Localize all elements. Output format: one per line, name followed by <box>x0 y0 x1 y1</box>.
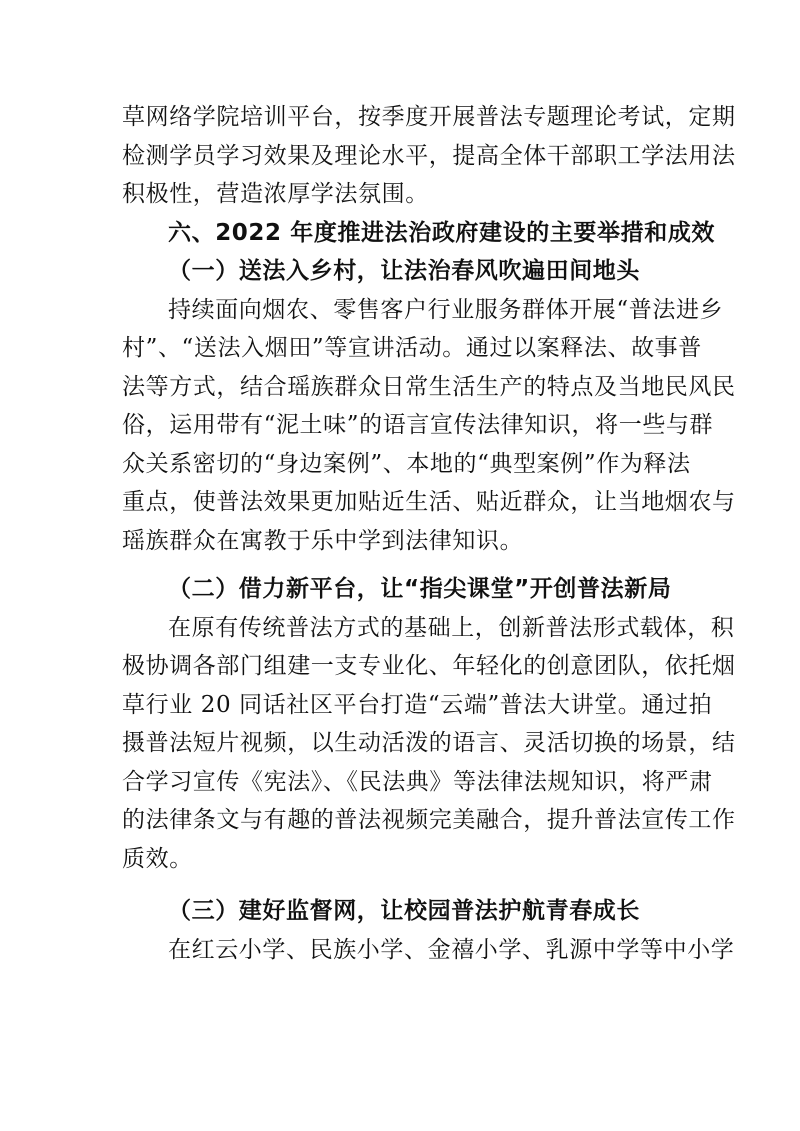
text-line: 质效。 <box>122 845 193 872</box>
text-line: 众关系密切的“身边案例”、本地的“典型案例”作为释法 <box>122 450 691 477</box>
text-line: 法等方式，结合瑶族群众日常生活生产的特点及当地民风民 <box>122 373 736 400</box>
text-line: 的法律条文与有趣的普法视频完美融合，提升普法宣传工作 <box>122 807 736 833</box>
subsection-heading-2: （二）借力新平台，让“指尖课堂”开创普法新局 <box>168 576 672 602</box>
text-line: 重点，使普法效果更加贴近生活、贴近群众，让当地烟农与 <box>122 489 736 515</box>
text-line: 摄普法短片视频，以生动活泼的语言、灵活切换的场景，结 <box>122 730 736 756</box>
subsection-2-paragraph <box>122 609 736 879</box>
subsection-1-paragraph <box>122 291 736 561</box>
section-heading: 六、2022 年度推进法治政府建设的主要举措和成效 <box>168 219 716 246</box>
text-line: 检测学员学习效果及理论水平，提高全体干部职工学法用法 <box>122 142 736 169</box>
text-line: 草网络学院培训平台，按季度开展普法专题理论考试，定期 <box>122 104 736 130</box>
text-line: 瑶族群众在寓教于乐中学到法律知识。 <box>122 527 524 554</box>
text-line: 极协调各部门组建一支专业化、年轻化的创意团队，依托烟 <box>122 653 736 679</box>
subsection-3-paragraph <box>122 931 735 970</box>
text-line: 村”、“送法入烟田”等宣讲活动。通过以案释法、故事普 <box>122 335 702 361</box>
subsection-heading-1: （一）送法入乡村，让法治春风吹遍田间地头 <box>168 258 640 284</box>
text-line: 俗，运用带有“泥土味”的语言宣传法律知识，将一些与群 <box>122 412 714 438</box>
text-line: 在红云小学、民族小学、金禧小学、乳源中学等中小学 <box>168 936 735 963</box>
text-line: 在原有传统普法方式的基础上，创新普法形式载体，积 <box>168 614 735 641</box>
text-line: 草行业 20 同话社区平台打造“云端”普法大讲堂。通过拍 <box>122 691 713 718</box>
document-page <box>122 98 736 969</box>
intro-paragraph <box>122 98 736 214</box>
text-line: 持续面向烟农、零售客户行业服务群体开展“普法进乡 <box>168 296 724 323</box>
text-line: 合学习宣传《宪法》、《民法典》等法律法规知识，将严肃 <box>122 768 713 795</box>
text-line: 积极性，营造浓厚学法氛围。 <box>122 181 429 207</box>
subsection-heading-3: （三）建好监督网，让校园普法护航青春成长 <box>168 898 640 924</box>
